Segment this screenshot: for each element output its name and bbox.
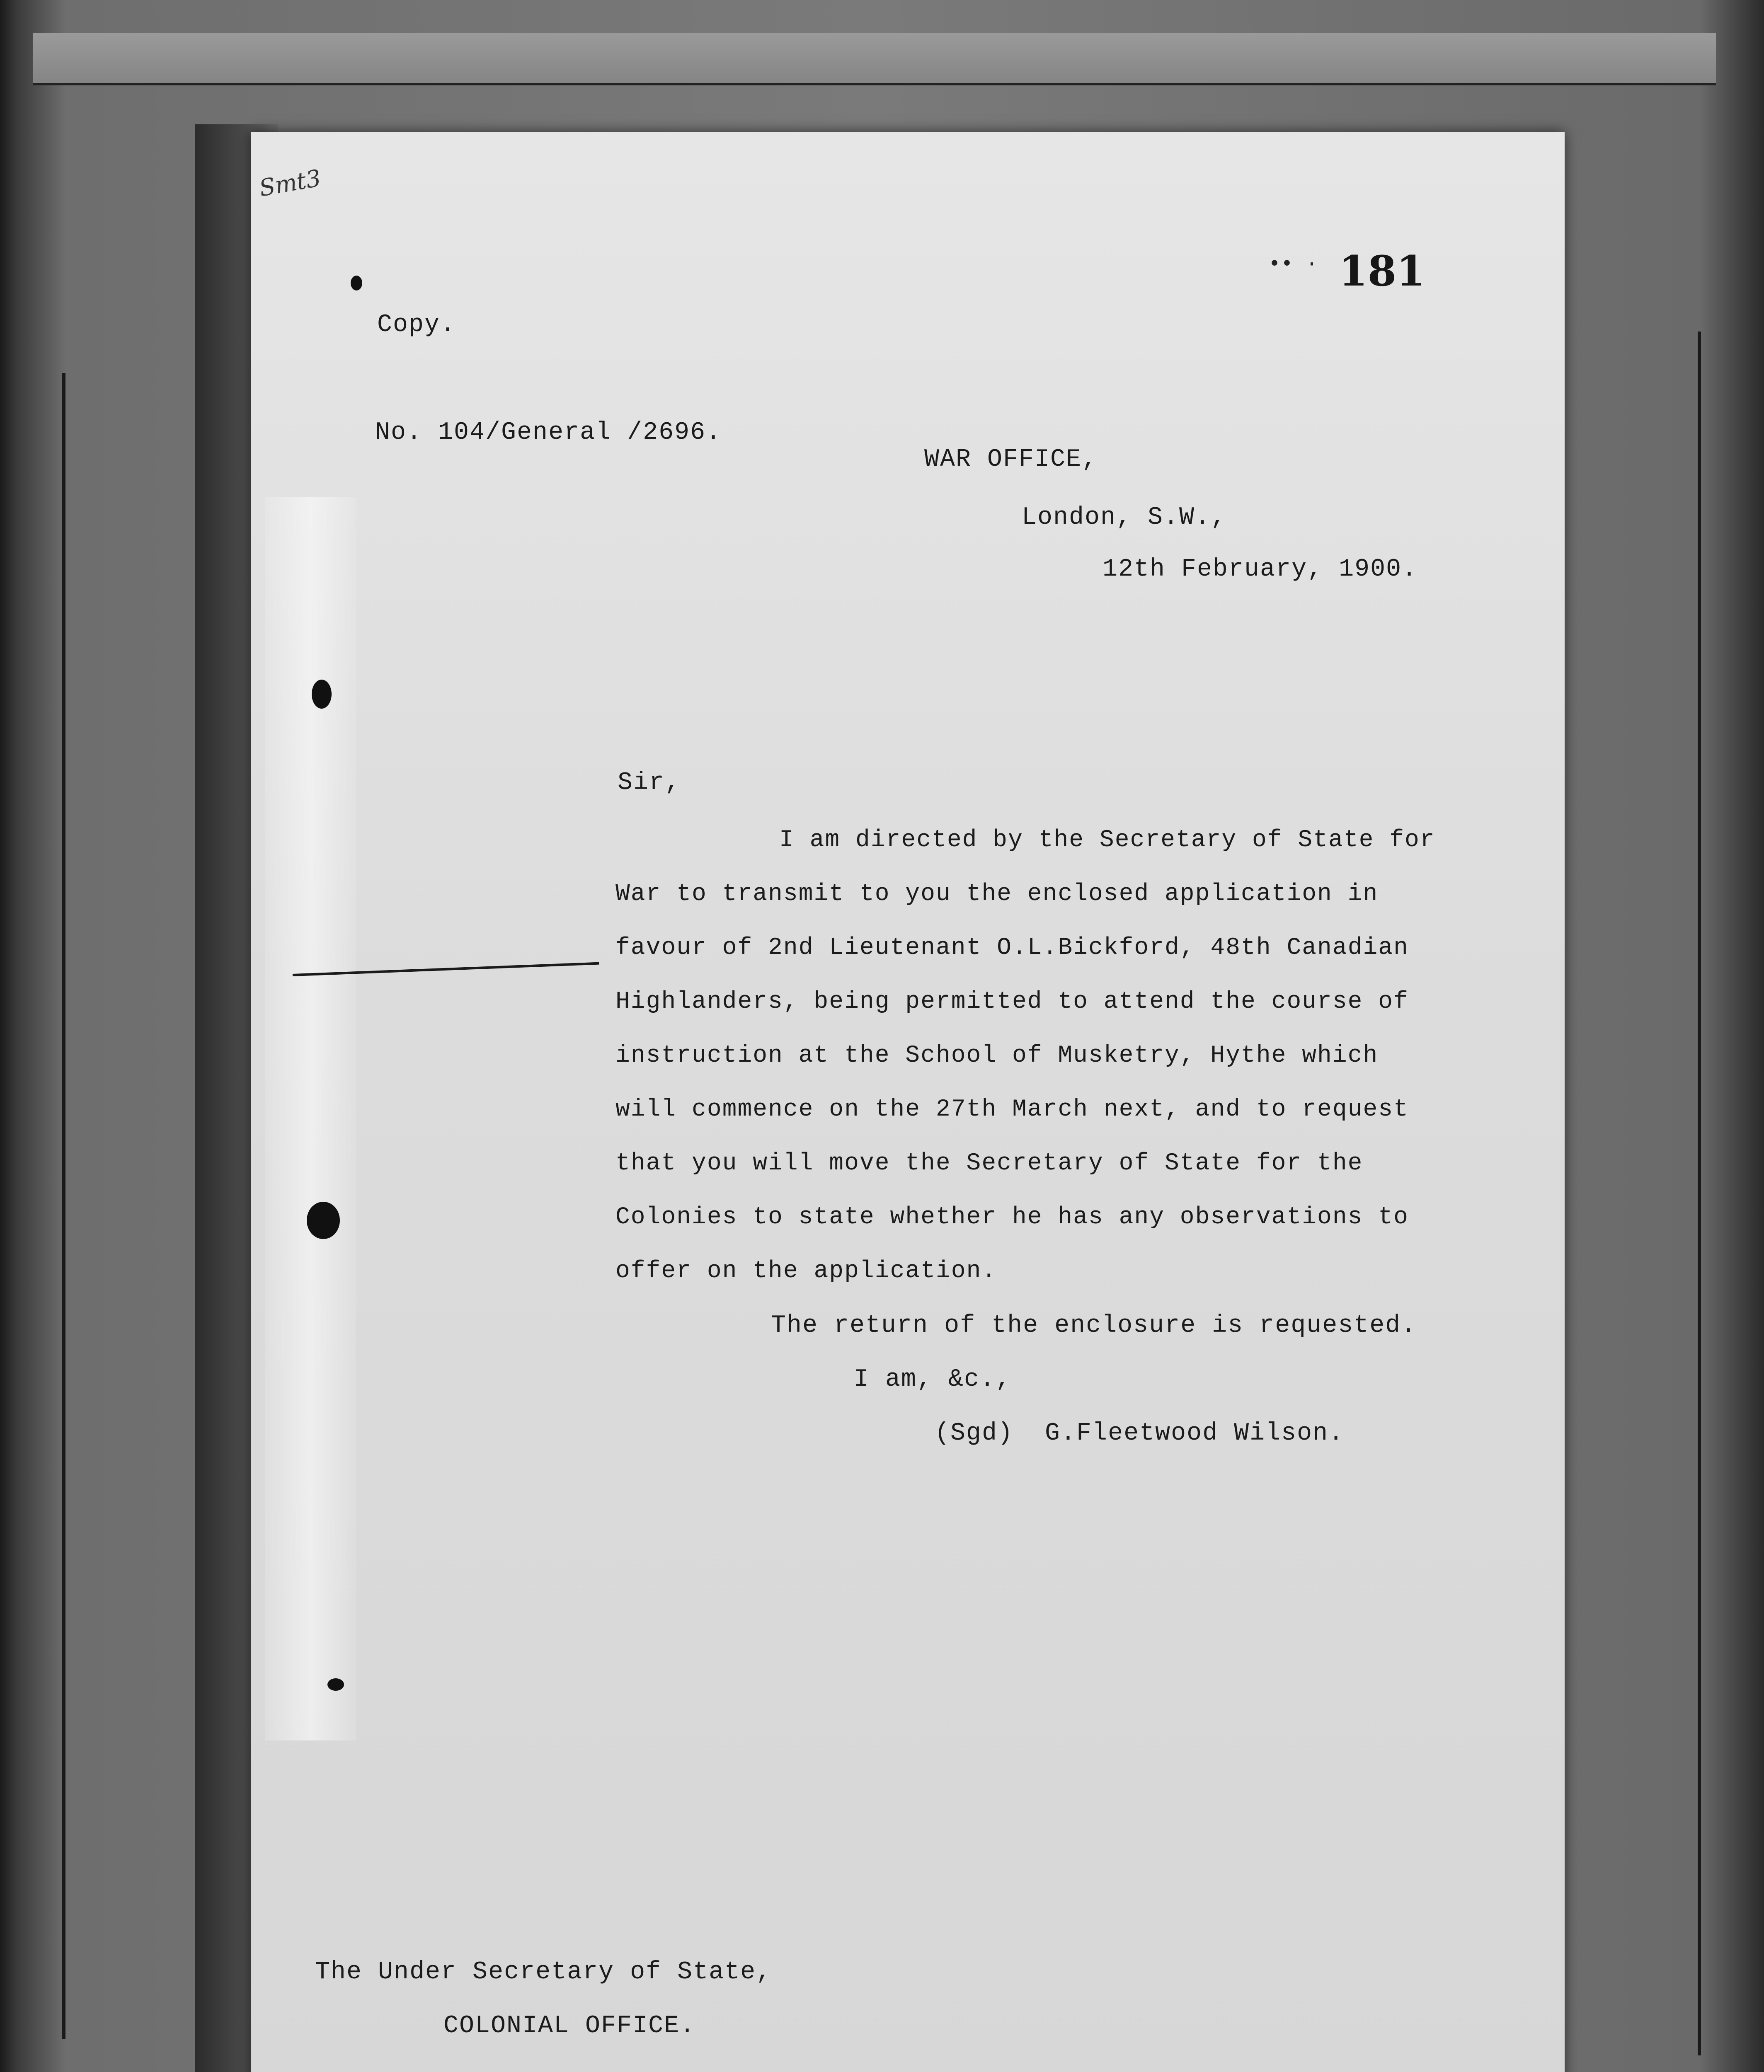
reference-number: No. 104/General /2696. [375, 419, 722, 447]
body-line: War to transmit to you the enclosed application in [615, 881, 1379, 908]
addressee-title: The Under Secretary of State, [315, 1958, 772, 1986]
body-line: instruction at the School of Musketry, Hythe which [615, 1042, 1379, 1069]
copy-label: Copy. [377, 311, 456, 339]
body-line: favour of 2nd Lieutenant O.L.Bickford, 48th Canadian [615, 934, 1409, 961]
letter-date: 12th February, 1900. [1102, 555, 1418, 583]
body-line: that you will move the Secretary of State for the [615, 1150, 1363, 1177]
body-line: offer on the application. [615, 1258, 997, 1285]
pencil-annotation: Smt3 [257, 165, 323, 202]
folio-marks: •• · [1268, 253, 1318, 276]
film-top-strip [33, 33, 1716, 85]
film-right-rule [1698, 332, 1701, 2055]
punch-hole-bottom [327, 1678, 344, 1691]
salutation: Sir, [618, 769, 681, 797]
sender-office: WAR OFFICE, [924, 445, 1098, 474]
body-line: I am directed by the Secretary of State for [779, 827, 1435, 854]
folio-number: 181 [1339, 247, 1425, 295]
film-left-rule [62, 373, 65, 2039]
signature: (Sgd) G.Fleetwood Wilson. [935, 1419, 1345, 1447]
enclosure-note: The return of the enclosure is requested. [771, 1312, 1417, 1340]
pin-mark [351, 276, 362, 290]
body-line: will commence on the 27th March next, and to request [615, 1096, 1409, 1123]
punch-hole-top [312, 680, 332, 709]
body-line: Colonies to state whether he has any observations to [615, 1204, 1409, 1231]
body-line: Highlanders, being permitted to attend the course of [615, 988, 1409, 1015]
paper-fold-highlight [265, 497, 356, 1740]
closing: I am, &c., [854, 1365, 1012, 1394]
punch-hole-middle [307, 1202, 340, 1239]
sender-city: London, S.W., [1022, 503, 1227, 532]
addressee-office: COLONIAL OFFICE. [443, 2012, 696, 2040]
